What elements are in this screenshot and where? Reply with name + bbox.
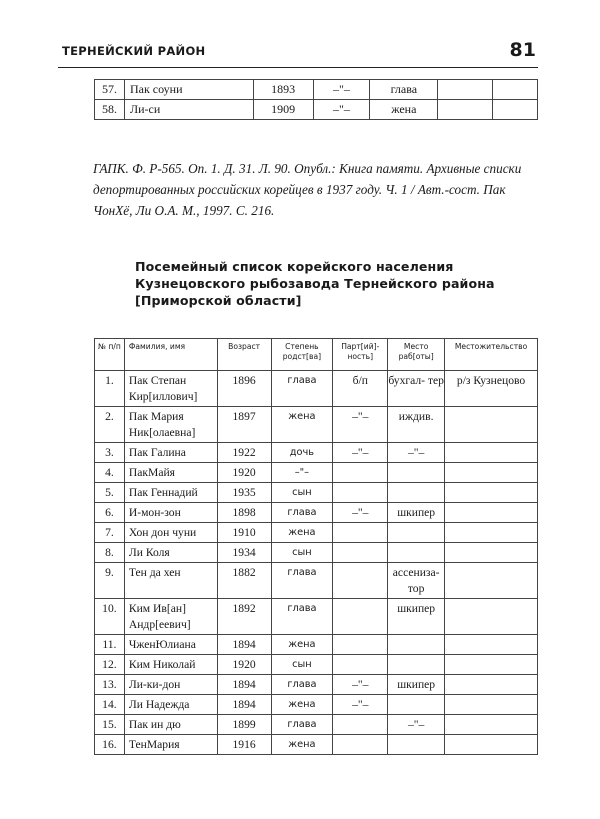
workplace — [388, 543, 445, 563]
birth-year: 1920 — [217, 463, 271, 483]
row-number: 12. — [95, 655, 125, 675]
workplace — [388, 655, 445, 675]
residence — [445, 523, 538, 543]
birth-year: 1892 — [217, 599, 271, 635]
role: глава — [370, 80, 438, 100]
row-number: 57. — [95, 80, 125, 100]
relation: глава — [271, 503, 333, 523]
residence — [445, 563, 538, 599]
residence — [445, 407, 538, 443]
birth-year: 1894 — [217, 675, 271, 695]
table-row — [95, 599, 538, 635]
birth-year: 1916 — [217, 735, 271, 755]
party-membership: –"– — [333, 503, 388, 523]
workplace: –"– — [388, 443, 445, 463]
residence — [445, 635, 538, 655]
table-row — [95, 371, 538, 407]
relation: –"– — [313, 80, 370, 100]
birth-year: 1909 — [253, 100, 313, 120]
person-name: Тен да хен — [124, 563, 217, 599]
person-name: И-мон-зон — [124, 503, 217, 523]
table-row — [95, 443, 538, 463]
header-work: Место раб[оты] — [388, 339, 445, 371]
row-number: 5. — [95, 483, 125, 503]
party-membership — [333, 483, 388, 503]
workplace — [388, 463, 445, 483]
row-number: 8. — [95, 543, 125, 563]
birth-year: 1898 — [217, 503, 271, 523]
residence — [445, 735, 538, 755]
workplace: шкипер — [388, 503, 445, 523]
party-membership — [333, 543, 388, 563]
row-number: 3. — [95, 443, 125, 463]
birth-year: 1894 — [217, 695, 271, 715]
header-divider — [58, 67, 538, 68]
person-name: Ли-ки-дон — [124, 675, 217, 695]
workplace — [388, 523, 445, 543]
relation: жена — [271, 635, 333, 655]
row-number: 7. — [95, 523, 125, 543]
party-membership — [333, 523, 388, 543]
row-number: 16. — [95, 735, 125, 755]
birth-year: 1920 — [217, 655, 271, 675]
page-header — [58, 41, 538, 67]
relation: жена — [271, 735, 333, 755]
table-row — [95, 563, 538, 599]
residence — [445, 543, 538, 563]
party-membership: –"– — [333, 407, 388, 443]
table-row — [95, 715, 538, 735]
residence — [445, 655, 538, 675]
person-name: Пак Галина — [124, 443, 217, 463]
residence: р/з Кузнецово — [445, 371, 538, 407]
person-name: Пак Степан Кир[иллович] — [124, 371, 217, 407]
table-row — [95, 655, 538, 675]
person-name: Пак Мария Ник[олаевна] — [124, 407, 217, 443]
table-row — [95, 483, 538, 503]
row-number: 58. — [95, 100, 125, 120]
party-membership — [333, 599, 388, 635]
archive-citation: ГАПК. Ф. Р-565. Оп. 1. Д. 31. Л. 90. Опубл.: Книга памяти. Архивные списки депортированных российских корейцев в 1937 году. Ч. 1 / Авт.-сост. Пак ЧонХё, Ли О.А. М., 1997. С. 216. — [93, 161, 522, 218]
workplace: ассениза- тор — [388, 563, 445, 599]
row-number: 13. — [95, 675, 125, 695]
person-name: Ким Николай — [124, 655, 217, 675]
row-number: 2. — [95, 407, 125, 443]
table-row — [95, 735, 538, 755]
page-number: 81 — [509, 39, 536, 61]
workplace — [388, 735, 445, 755]
row-number: 14. — [95, 695, 125, 715]
header-name: Фамилия, имя — [124, 339, 217, 371]
person-name: ЧженЮлиана — [124, 635, 217, 655]
workplace: шкипер — [388, 675, 445, 695]
relation: сын — [271, 483, 333, 503]
relation: –"– — [271, 463, 333, 483]
workplace — [388, 695, 445, 715]
party-membership — [333, 635, 388, 655]
header-num: № п/п — [95, 339, 125, 371]
table-header-row — [95, 339, 538, 371]
workplace: бухгал- тер — [388, 371, 445, 407]
table-row — [95, 675, 538, 695]
person-name: Ли Коля — [124, 543, 217, 563]
birth-year: 1893 — [253, 80, 313, 100]
table-row — [95, 463, 538, 483]
birth-year: 1894 — [217, 635, 271, 655]
birth-year: 1896 — [217, 371, 271, 407]
birth-year: 1899 — [217, 715, 271, 735]
header-relation: Степень родст[ва] — [271, 339, 333, 371]
workplace — [388, 635, 445, 655]
birth-year: 1910 — [217, 523, 271, 543]
party-membership — [333, 563, 388, 599]
table-row — [95, 635, 538, 655]
relation: –"– — [313, 100, 370, 120]
relation: глава — [271, 371, 333, 407]
relation: сын — [271, 655, 333, 675]
residence — [445, 715, 538, 735]
residence — [445, 483, 538, 503]
party-membership: –"– — [333, 695, 388, 715]
party-membership — [333, 735, 388, 755]
person-name: Ли-си — [124, 100, 253, 120]
row-number: 9. — [95, 563, 125, 599]
relation: дочь — [271, 443, 333, 463]
birth-year: 1882 — [217, 563, 271, 599]
relation: глава — [271, 599, 333, 635]
party-membership: –"– — [333, 443, 388, 463]
residence — [445, 695, 538, 715]
person-name: Пак Геннадий — [124, 483, 217, 503]
relation: жена — [271, 695, 333, 715]
role: жена — [370, 100, 438, 120]
workplace: –"– — [388, 715, 445, 735]
relation: глава — [271, 675, 333, 695]
birth-year: 1922 — [217, 443, 271, 463]
relation: глава — [271, 715, 333, 735]
section-title: Посемейный список корейского населения Кузнецовского рыбозавода Тернейского района [Приморской области] — [135, 259, 495, 308]
residence — [445, 463, 538, 483]
person-name: Ли Надежда — [124, 695, 217, 715]
party-membership — [333, 655, 388, 675]
person-name: Хон дон чуни — [124, 523, 217, 543]
birth-year: 1897 — [217, 407, 271, 443]
row-number: 11. — [95, 635, 125, 655]
extra-cell — [493, 80, 538, 100]
table-row — [95, 100, 538, 120]
running-title: ТЕРНЕЙСКИЙ РАЙОН — [62, 44, 206, 58]
header-age: Возраст — [217, 339, 271, 371]
relation: сын — [271, 543, 333, 563]
extra-cell — [438, 100, 493, 120]
table-row — [95, 543, 538, 563]
header-residence: Местожительство — [445, 339, 538, 371]
table-row — [95, 695, 538, 715]
relation: глава — [271, 563, 333, 599]
relation: жена — [271, 407, 333, 443]
residence — [445, 599, 538, 635]
row-number: 10. — [95, 599, 125, 635]
relation: жена — [271, 523, 333, 543]
party-membership: б/п — [333, 371, 388, 407]
workplace: шкипер — [388, 599, 445, 635]
extra-cell — [493, 100, 538, 120]
person-name: ПакМайя — [124, 463, 217, 483]
row-number: 6. — [95, 503, 125, 523]
extra-cell — [438, 80, 493, 100]
workplace: иждив. — [388, 407, 445, 443]
person-name: ТенМария — [124, 735, 217, 755]
family-list-table — [94, 338, 538, 755]
person-name: Ким Ив[ан] Андр[еевич] — [124, 599, 217, 635]
header-party: Парт[ий]-ность] — [333, 339, 388, 371]
row-number: 1. — [95, 371, 125, 407]
workplace — [388, 483, 445, 503]
person-name: Пак ин дю — [124, 715, 217, 735]
table-row — [95, 503, 538, 523]
table-row — [95, 80, 538, 100]
party-membership: –"– — [333, 675, 388, 695]
row-number: 4. — [95, 463, 125, 483]
person-name: Пак соуни — [124, 80, 253, 100]
residence — [445, 503, 538, 523]
table-row — [95, 407, 538, 443]
table-row — [95, 523, 538, 543]
residence — [445, 443, 538, 463]
continued-table — [94, 79, 538, 120]
party-membership — [333, 715, 388, 735]
birth-year: 1934 — [217, 543, 271, 563]
residence — [445, 675, 538, 695]
birth-year: 1935 — [217, 483, 271, 503]
party-membership — [333, 463, 388, 483]
row-number: 15. — [95, 715, 125, 735]
